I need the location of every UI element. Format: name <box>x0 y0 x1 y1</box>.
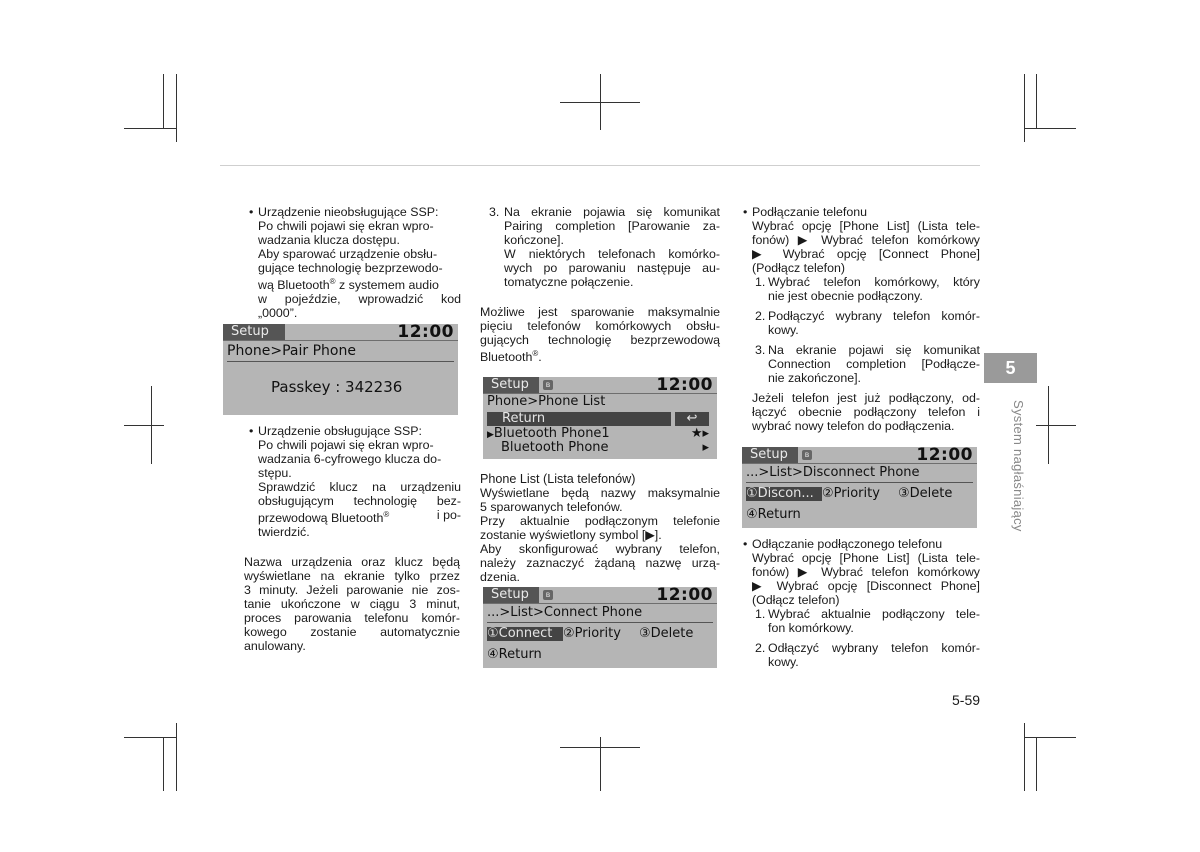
text-span: . <box>538 350 542 365</box>
text-line: gujące technologię bezprzewodo- <box>258 261 443 275</box>
column-3 <box>740 205 980 385</box>
screen-disconnect-phone <box>742 447 977 528</box>
path-underline <box>227 361 454 362</box>
text-span: Bluetooth <box>480 350 533 365</box>
text-span: przewodową Bluetooth <box>258 511 384 526</box>
text-line: W niektórych telefonach komórko- <box>504 247 720 261</box>
text-line: Sprawdzić klucz na urządzeniu <box>258 480 461 494</box>
registered-mark: ® <box>329 277 336 286</box>
crop-mark <box>1024 737 1076 738</box>
option-return[interactable]: ④Return <box>487 647 542 662</box>
passkey-text: Passkey : 342236 <box>271 378 403 396</box>
screen-clock: 12:00 <box>397 324 454 342</box>
crop-mark <box>124 425 164 426</box>
bullet-connecting <box>740 205 980 275</box>
bullet-dot: • <box>249 424 254 438</box>
text-line: kończone]. <box>504 233 564 247</box>
text-line: wadzania 6-cyfrowego klucza do- <box>258 452 442 466</box>
step-number: 3. <box>755 343 766 357</box>
step-1 <box>752 607 980 635</box>
text-line: ▶ Wybrać opcję [Disconnect Phone] <box>752 579 980 593</box>
phone-row[interactable] <box>487 441 713 455</box>
setup-tab: Setup <box>483 587 539 603</box>
text-line: Wyświetlane będą nazwy maksymalnie <box>480 486 720 500</box>
text-line: Wybrać telefon komórkowy, który <box>768 275 980 289</box>
text-line: fonów) ▶ Wybrać telefon komórkowy <box>752 233 980 247</box>
crop-mark <box>1024 128 1076 129</box>
text-line: obsługującym technologię bez- <box>258 494 461 508</box>
text-line: Na ekranie pojawi się komunikat <box>768 343 980 357</box>
chapter-tab: 5 <box>984 353 1037 383</box>
crop-mark <box>600 74 601 130</box>
text-line: tanie ukończone w ciągu 3 minut, <box>244 597 460 611</box>
crop-mark <box>1036 737 1037 791</box>
crop-mark <box>1036 425 1076 426</box>
text-line: Aby sparować urządzenie obsłu- <box>258 247 438 261</box>
text-line: Na ekranie pojawia się komunikat <box>504 205 720 219</box>
back-icon[interactable]: ↩ <box>675 412 709 426</box>
step-3 <box>486 205 720 289</box>
text-span: i po- <box>436 508 461 522</box>
step-number: 1. <box>755 275 766 289</box>
registered-mark: ® <box>532 349 539 358</box>
bullet-dot: • <box>249 205 254 219</box>
column-2 <box>486 205 720 289</box>
screen-pair-phone <box>223 324 458 415</box>
step-number: 1. <box>755 607 766 621</box>
text-line: należy zaznaczyć żądaną nazwę urzą- <box>480 556 720 570</box>
step-number: 3. <box>489 205 500 219</box>
text-line: proces parowania telefonu komór- <box>244 611 460 625</box>
step-3 <box>752 343 980 385</box>
return-label: Return <box>502 411 546 426</box>
text-line: 5 sparowanych telefonów. <box>480 500 623 514</box>
favorite-star-icon: ★▸ <box>690 426 709 441</box>
bluetooth-icon: ʙ <box>543 380 553 390</box>
screen-clock: 12:00 <box>916 447 973 465</box>
text-line: dzenia. <box>480 570 520 584</box>
column-3-lower <box>740 537 980 669</box>
text-line: (Podłącz telefon) <box>752 261 845 275</box>
column-2-phone-list <box>480 472 720 584</box>
bullet-dot: • <box>743 537 748 551</box>
option-delete[interactable]: ③Delete <box>639 626 694 641</box>
path-underline <box>746 482 973 483</box>
header-rule <box>220 165 980 166</box>
text-line: 3 minuty. Jeżeli parowanie nie zos- <box>244 583 460 597</box>
option-connect[interactable]: ①Connect <box>487 627 563 641</box>
text-line: Pairing completion [Parowanie za- <box>504 219 720 233</box>
text-line: Jeżeli telefon jest już podłączony, od- <box>752 391 980 405</box>
text-line <box>258 275 461 292</box>
column-1 <box>246 205 461 320</box>
text-line <box>258 508 461 525</box>
text-line: Po chwili pojawi się ekran wpro- <box>258 219 434 233</box>
column-2-paragraph <box>480 305 720 364</box>
screen-clock: 12:00 <box>656 587 713 605</box>
screen-top-bar <box>483 377 717 394</box>
text-line: wadzania klucza dostępu. <box>258 233 400 247</box>
text-line: zostanie wyświetlony symbol [▶]. <box>480 528 662 542</box>
text-span: wą Bluetooth <box>258 278 330 293</box>
crop-mark <box>176 723 177 791</box>
text-line: Wybrać opcję [Phone List] (Lista tele- <box>752 551 980 565</box>
text-line: Możliwe jest sparowanie maksymalnie <box>480 305 720 319</box>
text-span <box>258 508 389 525</box>
bullet-title: Urządzenie obsługujące SSP: <box>258 424 422 438</box>
option-priority[interactable]: ②Priority <box>563 626 621 641</box>
phone-name: Bluetooth Phone <box>501 440 609 455</box>
screen-top-bar <box>223 324 458 341</box>
text-line: wyświetlane na ekranie tylko przez <box>244 569 460 583</box>
page-number: 5-59 <box>952 692 981 708</box>
chapter-side-label: System nagłaśniający <box>1011 400 1026 532</box>
screen-top-bar <box>483 587 717 604</box>
crop-mark <box>163 737 164 791</box>
bullet-disconnecting <box>740 537 980 607</box>
return-row[interactable] <box>487 412 671 426</box>
crop-mark <box>176 74 177 142</box>
text-line: ▶ Wybrać opcję [Connect Phone] <box>752 247 980 261</box>
crop-mark <box>1036 74 1037 128</box>
bullet-non-ssp <box>246 205 461 320</box>
bullet-title: Podłączanie telefonu <box>752 205 868 219</box>
text-line: twierdzić. <box>258 525 310 540</box>
step-number: 2. <box>755 641 766 655</box>
bluetooth-icon: ʙ <box>802 450 812 460</box>
text-line: wych po parowaniu następuje au- <box>504 261 720 275</box>
bullet-title: Urządzenie nieobsługujące SSP: <box>258 205 439 219</box>
option-return[interactable]: ④Return <box>746 507 801 522</box>
bullet-dot: • <box>743 205 748 219</box>
step-1 <box>752 275 980 303</box>
text-line: łączyć obecnie podłączony telefon i <box>752 405 980 419</box>
registered-mark: ® <box>383 510 390 519</box>
text-line: Wybrać opcję [Phone List] (Lista tele- <box>752 219 980 233</box>
text-line: Aby skonfigurować wybrany telefon, <box>480 542 720 556</box>
section-heading: Phone List (Lista telefonów) <box>480 472 636 486</box>
bullet-ssp <box>246 424 461 539</box>
text-line: Po chwili pojawi się ekran wpro- <box>258 438 434 452</box>
crop-mark <box>124 737 176 738</box>
screen-top-bar <box>742 447 977 464</box>
crop-mark <box>1048 386 1049 464</box>
crop-mark <box>1024 723 1025 791</box>
screen-path: ...>List>Connect Phone <box>487 605 643 620</box>
phone-name: Bluetooth Phone1 <box>493 426 610 441</box>
text-line: (Odłącz telefon) <box>752 593 840 607</box>
text-line: wybrać nowy telefon do podłączenia. <box>752 419 955 433</box>
text-line: kowy. <box>768 655 799 669</box>
crop-mark <box>151 386 152 464</box>
option-delete[interactable]: ③Delete <box>898 486 953 501</box>
text-line: Connection completion [Podłącze- <box>768 357 980 371</box>
text-line: anulowany. <box>244 639 306 653</box>
step-number: 2. <box>755 309 766 323</box>
text-line: Podłączyć wybrany telefon komór- <box>768 309 980 323</box>
text-line: fon komórkowy. <box>768 621 854 635</box>
setup-tab: Setup <box>223 324 285 340</box>
text-line: pięciu telefonów komórkowych obsłu- <box>480 319 720 333</box>
text-line: Wybrać aktualnie podłączony tele- <box>768 607 980 621</box>
setup-tab: Setup <box>483 377 539 393</box>
screen-connect-phone <box>483 587 717 668</box>
bullet-title: Odłączanie podłączonego telefonu <box>752 537 943 551</box>
text-line: Odłączyć wybrany telefon komór- <box>768 641 980 655</box>
text-line <box>480 347 720 364</box>
text-span: z systemem audio <box>335 278 439 293</box>
text-line: tomatyczne połączenie. <box>504 275 634 289</box>
text-line: Nazwa urządzenia oraz klucz będą <box>244 555 460 569</box>
option-disconnect[interactable]: ①Discon... <box>746 487 822 501</box>
text-line: kowy. <box>768 323 799 337</box>
connected-indicator-icon: ▶ <box>487 430 494 440</box>
screen-phone-list <box>483 377 717 459</box>
step-2 <box>752 641 980 669</box>
text-line: gujących technologię bezprzewodową <box>480 333 720 347</box>
text-line: nie zakończone]. <box>768 371 861 385</box>
text-line: nie jest obecnie podłączony. <box>768 289 923 303</box>
chevron-right-icon: ▸ <box>702 440 709 455</box>
text-line: Przy aktualnie podłączonym telefonie <box>480 514 720 528</box>
screen-clock: 12:00 <box>656 377 713 395</box>
setup-tab: Setup <box>742 447 798 463</box>
text-line: „0000”. <box>258 306 298 321</box>
text-line: stępu. <box>258 466 292 480</box>
crop-mark <box>1024 74 1025 142</box>
screen-path: ...>List>Disconnect Phone <box>746 465 920 480</box>
crop-mark <box>600 737 601 791</box>
bluetooth-icon: ʙ <box>543 590 553 600</box>
column-1-lower <box>246 424 461 539</box>
screen-path: Phone>Phone List <box>487 394 606 409</box>
screen-path: Phone>Pair Phone <box>227 343 356 359</box>
crop-mark <box>124 128 176 129</box>
crop-mark <box>163 74 164 128</box>
text-line: kowego zostanie automatycznie <box>244 625 460 639</box>
step-2 <box>752 309 980 337</box>
column-3-paragraph <box>752 391 980 433</box>
text-line: fonów) ▶ Wybrać telefon komórkowy <box>752 565 980 579</box>
option-priority[interactable]: ②Priority <box>822 486 880 501</box>
column-1-paragraph <box>244 555 460 653</box>
text-line: w pojeździe, wprowadzić kod <box>258 292 461 307</box>
path-underline <box>487 622 713 623</box>
